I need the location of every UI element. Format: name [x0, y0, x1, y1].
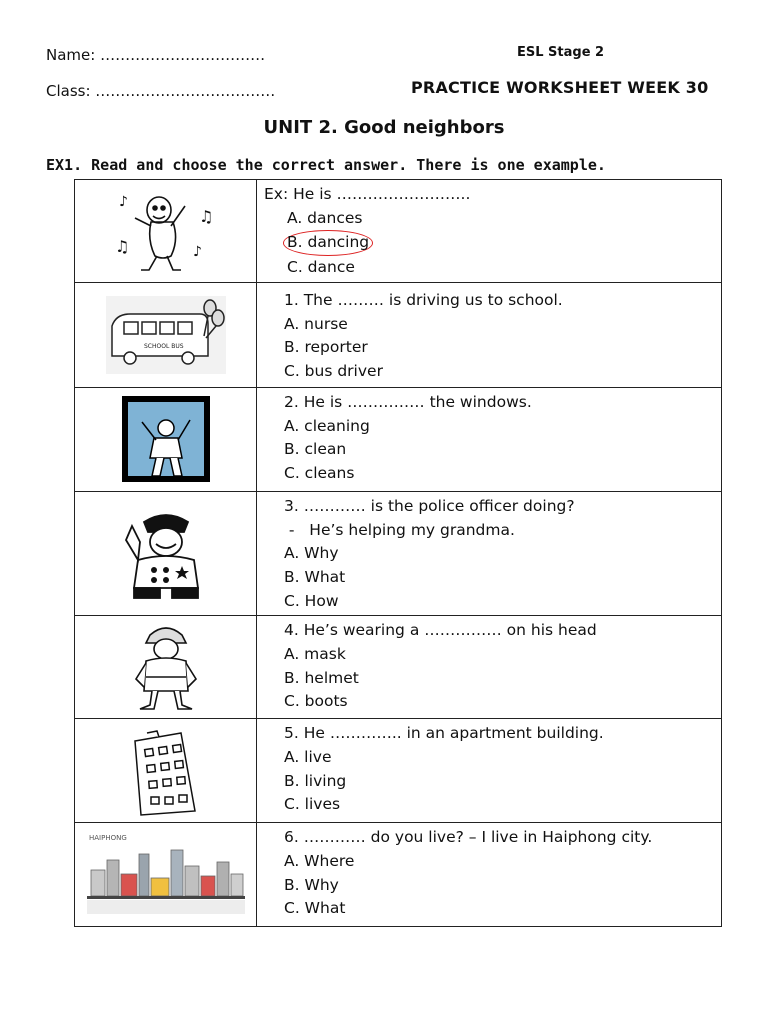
exercise-instructions: EX1. Read and choose the correct answer. There is one example.: [46, 156, 606, 174]
question-text-cell: [257, 180, 722, 283]
window-cleaner-icon: [120, 394, 212, 484]
svg-text:♫: ♫: [114, 236, 129, 256]
answer-circle: B. dancing: [283, 230, 373, 256]
answer-option-selected[interactable]: [287, 230, 721, 256]
answer-option[interactable]: B. Why: [284, 875, 339, 894]
answer-option[interactable]: A. mask: [284, 645, 346, 664]
class-field[interactable]: Class: ………………………………: [46, 82, 276, 100]
svg-text:♫: ♫: [198, 206, 213, 226]
question-stem: 6. ………… do you live? – I live in Haiphong city.: [284, 828, 653, 847]
question-image-cell: [75, 180, 257, 283]
answer-option[interactable]: B. living: [284, 771, 347, 790]
answer-option[interactable]: C. dance: [287, 258, 355, 277]
school-bus-icon: [104, 294, 228, 376]
answer-option[interactable]: B. clean: [284, 440, 347, 459]
question-stem: 4. He’s wearing a …………… on his head: [284, 621, 597, 640]
police-officer-icon: [116, 508, 216, 600]
question-stem: 5. He ………….. in an apartment building.: [284, 724, 604, 743]
answer-option[interactable]: C. cleans: [284, 463, 355, 482]
answer-option[interactable]: A. cleaning: [284, 416, 370, 435]
answer-option[interactable]: C. boots: [284, 692, 348, 711]
unit-title: UNIT 2. Good neighbors: [263, 117, 505, 138]
answer-option[interactable]: C. bus driver: [284, 361, 383, 380]
question-row: [75, 180, 722, 283]
question-image-cell: [75, 823, 257, 927]
question-row: [75, 719, 722, 823]
answer-option[interactable]: A. dances: [287, 208, 363, 227]
question-text-cell: [257, 823, 722, 927]
dancing-man-icon: [111, 188, 221, 274]
answer-option[interactable]: A. live: [284, 748, 332, 767]
apartment-building-icon: [121, 725, 211, 817]
question-image-cell: [75, 719, 257, 823]
question-text-cell: [257, 616, 722, 719]
haiphong-skyline-icon: [83, 830, 249, 920]
question-row: [75, 823, 722, 927]
question-row: [75, 282, 722, 387]
question-image-cell: [75, 616, 257, 719]
question-text-cell: [257, 282, 722, 387]
question-row: [75, 387, 722, 491]
svg-text:♪: ♪: [192, 243, 202, 260]
answer-option[interactable]: B. What: [284, 567, 346, 586]
question-text-cell: [257, 491, 722, 616]
svg-text:♪: ♪: [118, 193, 128, 210]
question-answer-line: - He’s helping my grandma.: [284, 520, 515, 539]
question-stem: 1. The ……… is driving us to school.: [284, 290, 563, 309]
stage-label: ESL Stage 2: [517, 45, 605, 60]
answer-option[interactable]: C. What: [284, 899, 346, 918]
question-row: [75, 616, 722, 719]
answer-option[interactable]: A. Where: [284, 852, 355, 871]
question-image-cell: [75, 387, 257, 491]
firefighter-icon: [126, 621, 206, 713]
answer-option[interactable]: B. helmet: [284, 668, 359, 687]
question-text-cell: [257, 387, 722, 491]
svg-text:SCHOOL BUS: SCHOOL BUS: [143, 342, 184, 350]
question-text-cell: [257, 719, 722, 823]
question-row: [75, 491, 722, 616]
question-image-cell: [75, 491, 257, 616]
answer-option[interactable]: C. How: [284, 591, 339, 610]
answer-option[interactable]: A. nurse: [284, 314, 348, 333]
worksheet-title: PRACTICE WORKSHEET WEEK 30: [411, 78, 709, 97]
name-field[interactable]: Name: ……………………………: [46, 46, 266, 64]
answer-option[interactable]: C. lives: [284, 795, 341, 814]
answer-option[interactable]: A. Why: [284, 544, 339, 563]
question-stem: Ex: He is ……………………..: [264, 185, 471, 203]
question-stem: 3. ………… is the police officer doing?: [284, 496, 575, 515]
question-table: [74, 179, 722, 927]
answer-option[interactable]: B. reporter: [284, 338, 368, 357]
question-stem: 2. He is …………… the windows.: [284, 392, 532, 411]
question-image-cell: [75, 282, 257, 387]
image-caption: HAIPHONG: [88, 833, 127, 842]
